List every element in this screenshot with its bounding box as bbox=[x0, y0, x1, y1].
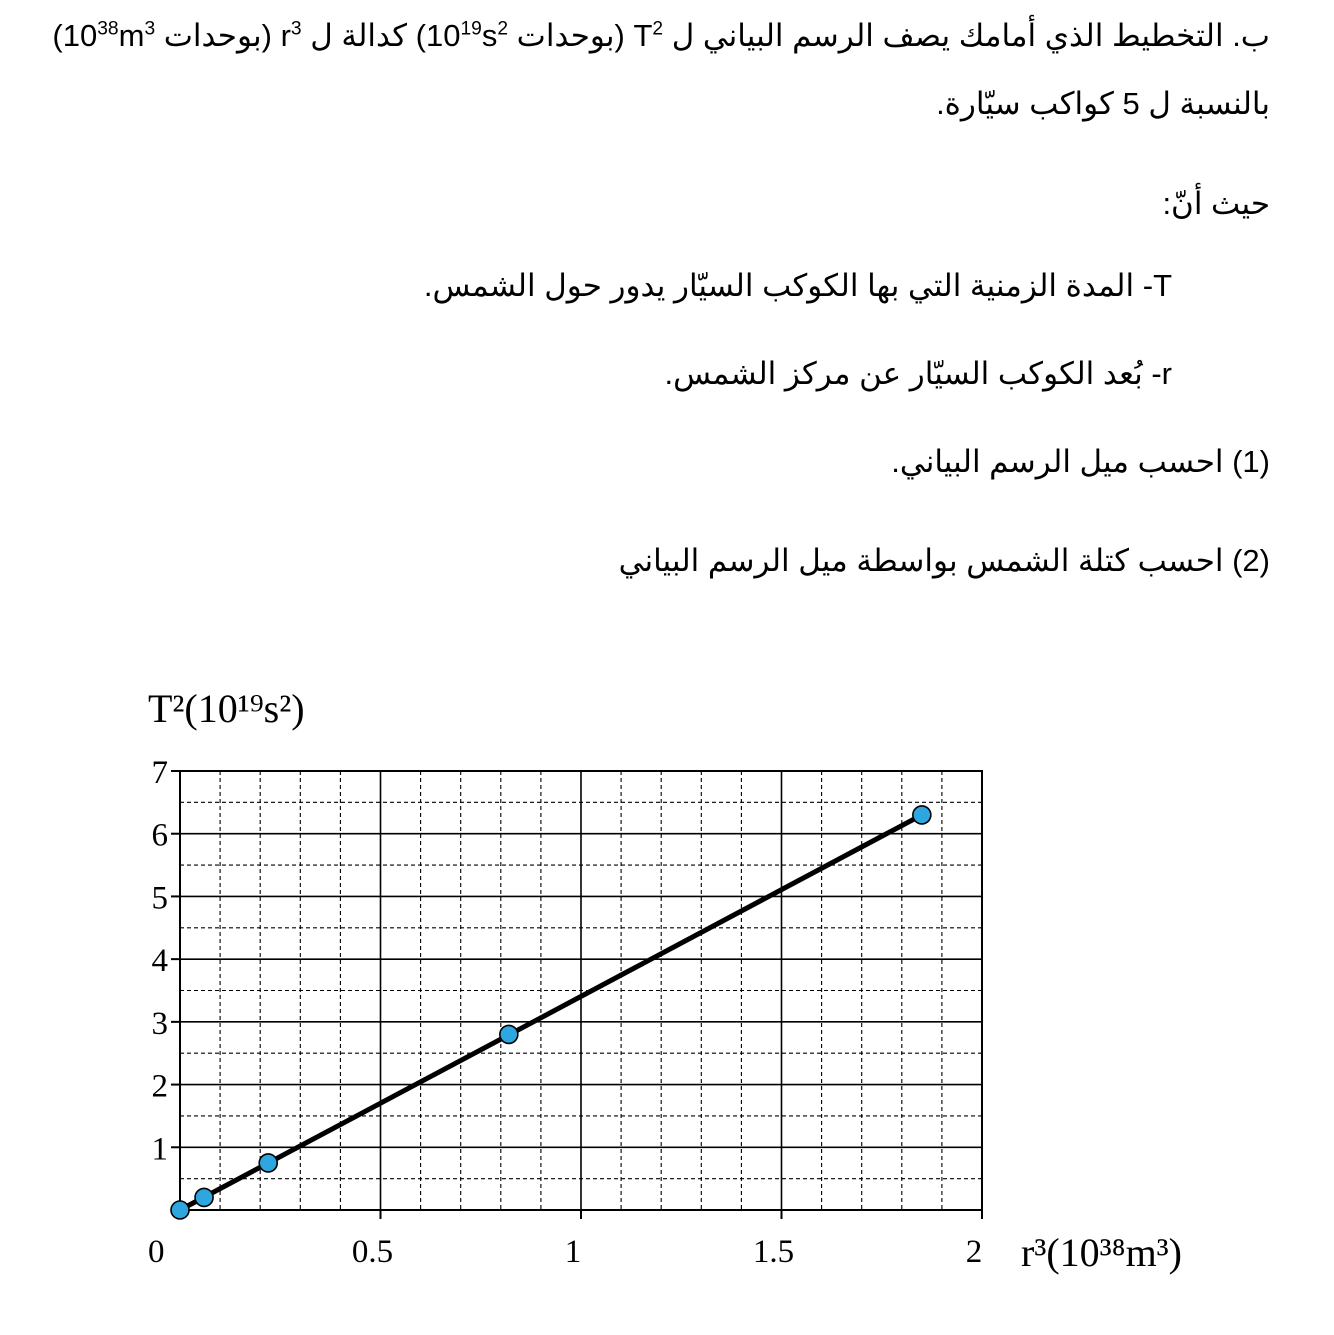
data-point bbox=[500, 1025, 518, 1043]
definitions-heading: حيث أنّ: bbox=[1162, 186, 1270, 221]
data-point bbox=[171, 1201, 189, 1219]
y-tick-label: 3 bbox=[151, 1005, 168, 1042]
y-axis-label: T²(10¹⁹s²) bbox=[148, 686, 305, 731]
y-tick-label: 5 bbox=[151, 880, 168, 917]
question-line-1: ب. التخطيط الذي أمامك يصف الرسم البياني ل $T^2$ (بوحدات $10^{19}s^2$) كدالة ل $r^3$ (بوحدات $10^{38}m^3$) bbox=[52, 18, 1270, 53]
task-1: (1) احسب ميل الرسم البياني. bbox=[891, 444, 1270, 479]
definition-r: r- بُعد الكوكب السيّار عن مركز الشمس. bbox=[664, 356, 1172, 391]
tick-labels bbox=[152, 755, 983, 1270]
x-axis-label: r³(10³⁸m³) bbox=[1021, 1230, 1182, 1275]
y-tick-label: 1 bbox=[151, 1131, 168, 1168]
origin-label: 0 bbox=[148, 1234, 165, 1270]
x-tick-label: 2 bbox=[965, 1234, 983, 1270]
y-tick-label: 2 bbox=[151, 1068, 168, 1105]
fit-line bbox=[180, 815, 922, 1210]
x-tick-label: 1 bbox=[564, 1234, 582, 1270]
y-tick-label: 7 bbox=[151, 755, 168, 791]
definition-T: T- المدة الزمنية التي بها الكوكب السيّار يدور حول الشمس. bbox=[423, 268, 1172, 303]
data-point bbox=[259, 1154, 277, 1172]
task-2: (2) احسب كتلة الشمس بواسطة ميل الرسم البياني bbox=[618, 543, 1270, 578]
question-line-2: بالنسبة ل 5 كواكب سيّارة. bbox=[936, 86, 1270, 121]
data-point bbox=[195, 1188, 213, 1206]
x-tick-label: 0.5 bbox=[351, 1234, 394, 1270]
x-tick-label: 1.5 bbox=[752, 1234, 795, 1270]
y-tick-label: 4 bbox=[151, 943, 168, 980]
y-tick-label: 6 bbox=[151, 817, 168, 854]
data-point bbox=[913, 806, 931, 824]
